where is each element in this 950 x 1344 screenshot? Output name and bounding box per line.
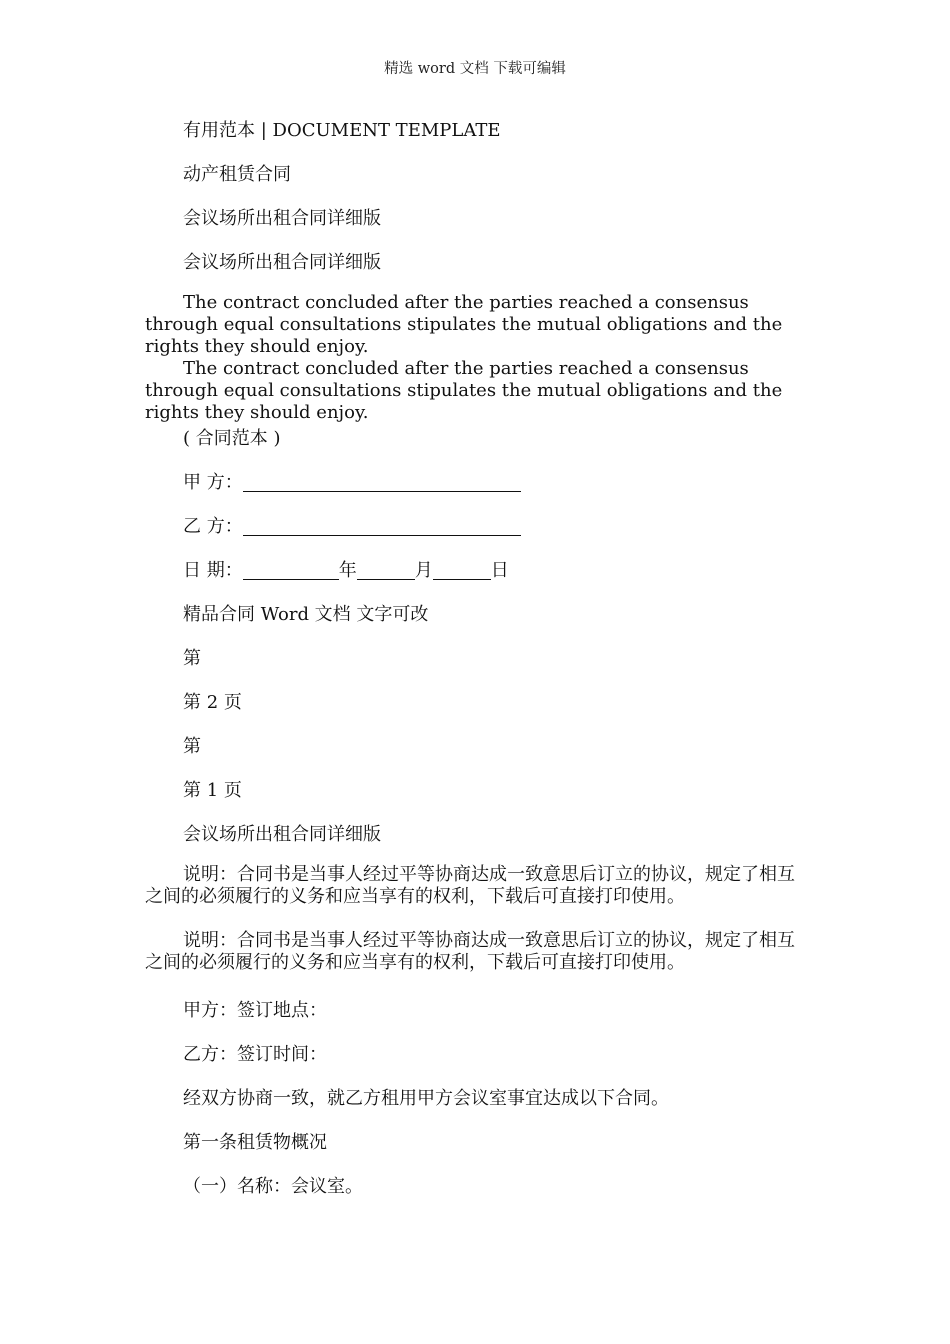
- month-char: 月: [414, 560, 433, 581]
- quality-line: 精品合同 Word 文档 文字可改: [183, 604, 429, 625]
- party-a-line: [183, 468, 521, 494]
- page-mark: 第: [183, 736, 201, 757]
- sign-place-line: 甲方：签订地点：: [183, 1000, 327, 1021]
- page-mark: 第: [183, 648, 201, 669]
- category-line: 动产租赁合同: [183, 164, 291, 185]
- agreement-line: 经双方协商一致，就乙方租用甲方会议室事宜达成以下合同。: [183, 1088, 669, 1109]
- sign-time-line: 乙方：签订时间：: [183, 1044, 327, 1065]
- page-number: 第 2 页: [183, 692, 242, 713]
- party-b-line: [183, 512, 521, 538]
- date-line: [183, 556, 509, 582]
- intro-paragraph-en: The contract concluded after the parties reached a consensus through equal consultations stipulates the mutual obligations and the rights they should enjoy.: [145, 292, 783, 357]
- document-title-repeat: 会议场所出租合同详细版: [183, 252, 381, 273]
- sample-label: ( 合同范本 ): [183, 428, 281, 449]
- date-label: 日 期：: [183, 560, 243, 581]
- article-item: （一）名称：会议室。: [183, 1176, 363, 1197]
- day-char: 日: [490, 560, 509, 581]
- template-line: 有用范本 | DOCUMENT TEMPLATE: [183, 120, 501, 141]
- intro-paragraph-en-repeat: The contract concluded after the parties reached a consensus through equal consultations stipulates the mutual obligations and the rights they should enjoy.: [145, 358, 783, 423]
- year-char: 年: [338, 560, 357, 581]
- note-paragraph: 说明：合同书是当事人经过平等协商达成一致意思后订立的协议，规定了相互之间的必须履行的义务和应当享有的权利，下载后可直接打印使用。: [145, 864, 795, 907]
- year-blank: [243, 561, 339, 580]
- party-a-blank: [243, 473, 521, 492]
- month-blank: [357, 561, 415, 580]
- article-heading: 第一条租赁物概况: [183, 1132, 327, 1153]
- party-a-label: 甲 方：: [183, 472, 243, 493]
- day-blank: [433, 561, 491, 580]
- party-b-blank: [243, 517, 521, 536]
- note-paragraph-repeat: 说明：合同书是当事人经过平等协商达成一致意思后订立的协议，规定了相互之间的必须履行的义务和应当享有的权利，下载后可直接打印使用。: [145, 930, 795, 973]
- party-b-label: 乙 方：: [183, 516, 243, 537]
- document-title: 会议场所出租合同详细版: [183, 208, 381, 229]
- section-title: 会议场所出租合同详细版: [183, 824, 381, 845]
- page-header: 精选 word 文档 下载可编辑: [384, 61, 566, 77]
- page-number: 第 1 页: [183, 780, 242, 801]
